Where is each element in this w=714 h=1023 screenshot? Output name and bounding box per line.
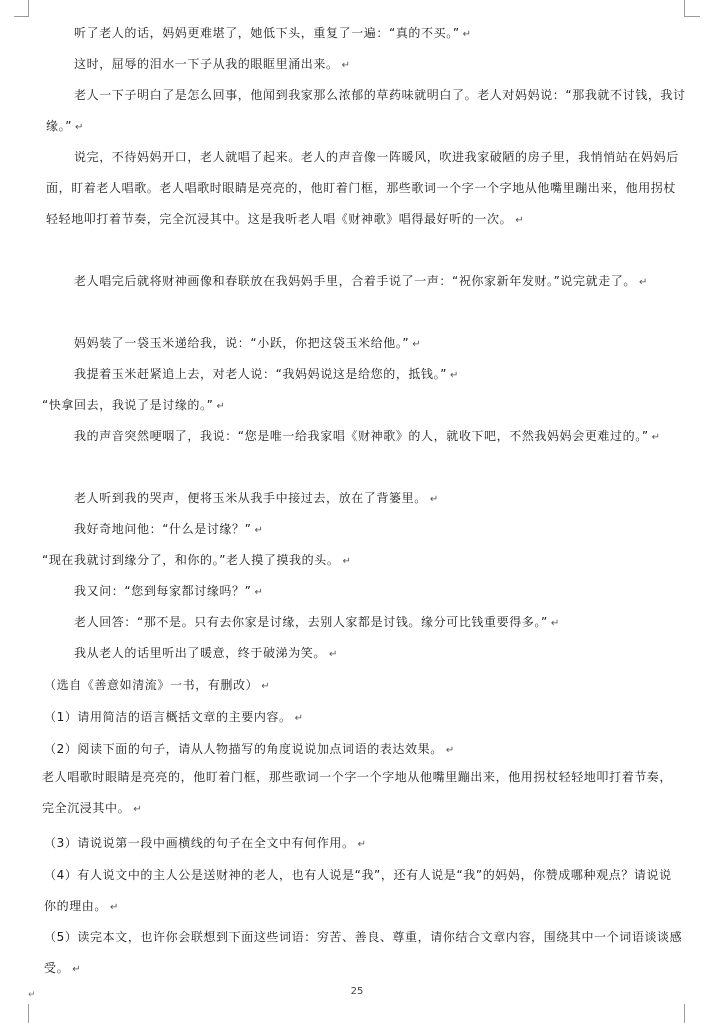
crop-mark-bottom-left — [28, 1004, 29, 1023]
paragraph-4: 说完，不待妈妈开口，老人就唱了起来。老人的声音像一阵暖风，吹进我家破陋的房子里，我悄悄站在妈妈后面，盯着老人唱歌。老人唱歌时眼睛是亮亮的，他盯着门框，那些歌词一个字一个字地从他嘴里蹦出来，他用拐杖轻轻地叩打着节奏，完全沉浸其中。这是我听老人唱《财神歌》唱得最好听的一次。 ↵ — [46, 150, 679, 226]
paragraph-13: 我又问：“您到每家都讨缘吗？” ↵ — [74, 584, 264, 598]
question-5: （5）读完本文，也许你会联想到下面这些词语：穷苦、善良、尊重，请你结合文章内容，围绕其中一个词语谈谈感受。 ↵ — [44, 930, 683, 975]
crop-mark-top-left-h — [14, 16, 29, 17]
paragraph-9: 我的声音突然哽咽了，我说：“您是唯一给我家唱《财神歌》的人，就收下吧，不然我妈妈会更难过的。” ↵ — [74, 429, 661, 443]
crop-mark-top-right-h — [684, 16, 700, 17]
paragraph-3: 老人一下子明白了是怎么回事，他闻到我家那么浓郁的草药味就明白了。老人对妈妈说：“那我就不讨钱，我讨缘。” ↵ — [46, 88, 686, 133]
crop-mark-top-right — [684, 0, 685, 16]
paragraph-2: 这时，屈辱的泪水一下子从我的眼眶里涌出来。 ↵ — [74, 57, 351, 71]
paragraph-8: “快拿回去，我说了是讨缘的。” ↵ — [42, 398, 226, 412]
source-note: （选自《善意如清流》一书，有删改） ↵ — [44, 678, 271, 692]
paragraph-10: 老人听到我的哭声，便将玉米从我手中接过去，放在了背篓里。 ↵ — [74, 491, 439, 505]
paragraph-11: 我好奇地问他：“什么是讨缘？” ↵ — [74, 522, 264, 536]
question-4: （4）有人说文中的主人公是送财神的老人，也有人说是“我”，还有人说是“我”的妈妈，你赞成哪种观点？请说说你的理由。 ↵ — [44, 868, 672, 913]
paragraph-1: 听了老人的话，妈妈更难堪了，她低下头，重复了一遍：“真的不买。” ↵ — [74, 26, 472, 40]
paragraph-6: 妈妈装了一袋玉米递给我，说：“小跃，你把这袋玉米给他。” ↵ — [74, 336, 422, 350]
question-2: （2）阅读下面的句子，请从人物描写的角度说说加点词语的表达效果。 ↵ — [44, 742, 455, 756]
paragraph-5: 老人唱完后就将财神画像和春联放在我妈妈手里，合着手说了一声：“祝你家新年发财。”说完就走了。 ↵ — [74, 274, 649, 288]
question-1: （1）请用简洁的语言概括文章的主要内容。 ↵ — [44, 710, 304, 724]
paragraph-7: 我提着玉米赶紧追上去，对老人说：“我妈妈说这是给您的，抵钱。” ↵ — [74, 367, 460, 381]
page-number: 25 — [350, 986, 364, 997]
question-2-quote: 老人唱歌时眼睛是亮亮的，他盯着门框，那些歌词一个字一个字地从他嘴里蹦出来，他用拐杖轻轻地叩打着节奏，完全沉浸其中。 ↵ — [42, 770, 673, 815]
paragraph-14: 老人回答：“那不是。只有去你家是讨缘，去别人家都是讨钱。缘分可比钱重要得多。” ↵ — [74, 615, 560, 629]
paragraph-15: 我从老人的话里听出了暖意，终于破涕为笑。 ↵ — [74, 646, 338, 660]
question-3: （3）请说说第一段中画横线的句子在全文中有何作用。 ↵ — [44, 836, 367, 850]
paragraph-12: “现在我就讨到缘分了，和你的。”老人摸了摸我的头。 ↵ — [42, 553, 352, 567]
paragraph-mark: ↵ — [28, 990, 36, 1000]
crop-mark-bottom-right — [684, 1004, 685, 1023]
crop-mark-top-left — [28, 0, 29, 16]
